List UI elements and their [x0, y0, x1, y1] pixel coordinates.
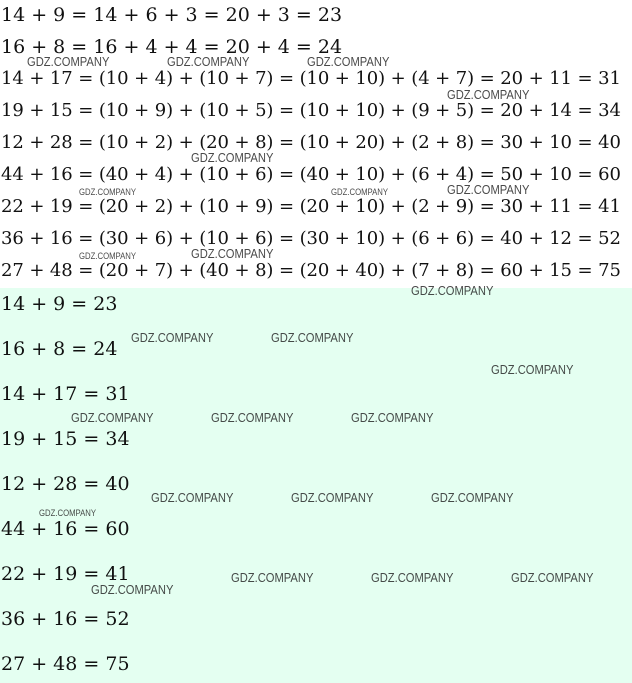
- watermark: GDZ.COMPANY: [231, 570, 314, 585]
- watermark: GDZ.COMPANY: [447, 182, 530, 197]
- watermark: GDZ.COMPANY: [351, 410, 434, 425]
- expanded-equation: 14 + 17 = (10 + 4) + (10 + 7) = (10 + 10) + (4 + 7) = 20 + 11 = 31: [1, 68, 621, 89]
- watermark: GDZ.COMPANY: [167, 54, 250, 69]
- watermark: GDZ.COMPANY: [191, 150, 274, 165]
- answer-equation: 44 + 16 = 60: [1, 518, 130, 540]
- watermark: GDZ.COMPANY: [151, 490, 234, 505]
- watermark: GDZ.COMPANY: [191, 246, 274, 261]
- expanded-equation: 44 + 16 = (40 + 4) + (10 + 6) = (40 + 10) + (6 + 4) = 50 + 10 = 60: [1, 164, 621, 185]
- watermark: GDZ.COMPANY: [211, 410, 294, 425]
- watermark: GDZ.COMPANY: [79, 187, 137, 197]
- watermark: GDZ.COMPANY: [447, 87, 530, 102]
- watermark: GDZ.COMPANY: [91, 582, 174, 597]
- expanded-equation: 27 + 48 = (20 + 7) + (40 + 8) = (20 + 40) + (7 + 8) = 60 + 15 = 75: [1, 260, 621, 281]
- answer-equation: 14 + 9 = 23: [1, 293, 118, 315]
- watermark: GDZ.COMPANY: [271, 330, 354, 345]
- watermark: GDZ.COMPANY: [431, 490, 514, 505]
- expanded-equation: 19 + 15 = (10 + 9) + (10 + 5) = (10 + 10) + (9 + 5) = 20 + 14 = 34: [1, 100, 621, 121]
- watermark: GDZ.COMPANY: [79, 251, 137, 261]
- watermark: GDZ.COMPANY: [491, 362, 574, 377]
- watermark: GDZ.COMPANY: [511, 570, 594, 585]
- worked-solutions-section: [0, 0, 632, 288]
- watermark: GDZ.COMPANY: [411, 283, 494, 298]
- watermark: GDZ.COMPANY: [331, 187, 389, 197]
- watermark: GDZ.COMPANY: [39, 508, 97, 518]
- answer-equation: 14 + 17 = 31: [1, 383, 130, 405]
- watermark: GDZ.COMPANY: [371, 570, 454, 585]
- answer-equation: 16 + 8 = 24: [1, 338, 118, 360]
- answer-equation: 36 + 16 = 52: [1, 608, 130, 630]
- watermark: GDZ.COMPANY: [131, 330, 214, 345]
- watermark: GDZ.COMPANY: [307, 54, 390, 69]
- watermark: GDZ.COMPANY: [71, 410, 154, 425]
- answer-equation: 12 + 28 = 40: [1, 473, 130, 495]
- answer-equation: 27 + 48 = 75: [1, 653, 130, 675]
- expanded-equation: 16 + 8 = 16 + 4 + 4 = 20 + 4 = 24: [1, 36, 343, 58]
- watermark: GDZ.COMPANY: [291, 490, 374, 505]
- watermark: GDZ.COMPANY: [27, 54, 110, 69]
- expanded-equation: 22 + 19 = (20 + 2) + (10 + 9) = (20 + 10) + (2 + 9) = 30 + 11 = 41: [1, 196, 621, 217]
- answers-section: [0, 288, 632, 683]
- expanded-equation: 12 + 28 = (10 + 2) + (20 + 8) = (10 + 20) + (2 + 8) = 30 + 10 = 40: [1, 132, 621, 153]
- answer-equation: 19 + 15 = 34: [1, 428, 130, 450]
- expanded-equation: 36 + 16 = (30 + 6) + (10 + 6) = (30 + 10) + (6 + 6) = 40 + 12 = 52: [1, 228, 621, 249]
- expanded-equation: 14 + 9 = 14 + 6 + 3 = 20 + 3 = 23: [1, 4, 343, 26]
- answer-equation: 22 + 19 = 41: [1, 563, 130, 585]
